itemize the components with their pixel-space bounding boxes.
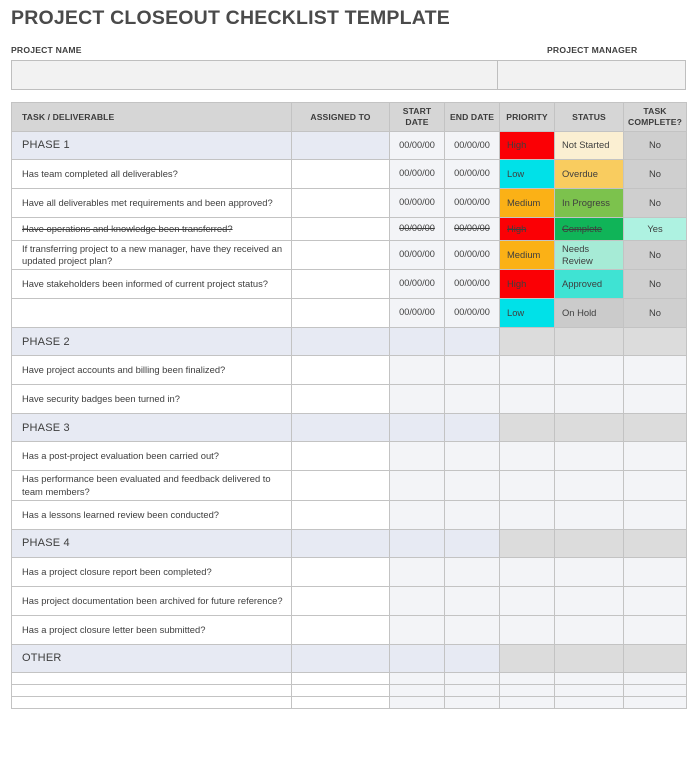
priority-cell[interactable]	[500, 414, 555, 442]
end-date-cell[interactable]: 00/00/00	[445, 241, 500, 270]
task-cell[interactable]: Has a post-project evaluation been carried out?	[12, 442, 292, 471]
complete-cell[interactable]: No	[624, 299, 687, 328]
status-cell[interactable]	[555, 644, 624, 672]
complete-cell[interactable]	[624, 328, 687, 356]
task-cell[interactable]: Has a lessons learned review been conducted?	[12, 500, 292, 529]
status-cell[interactable]	[555, 385, 624, 414]
priority-cell[interactable]: Medium	[500, 241, 555, 270]
end-date-cell[interactable]	[445, 672, 500, 684]
start-date-cell[interactable]	[390, 684, 445, 696]
assigned-to-cell[interactable]	[292, 328, 390, 356]
status-cell[interactable]: On Hold	[555, 299, 624, 328]
column-header-1: TASK / DELIVERABLE	[12, 103, 292, 132]
start-date-cell[interactable]: 00/00/00	[390, 270, 445, 299]
priority-cell[interactable]	[500, 672, 555, 684]
start-date-cell[interactable]	[390, 471, 445, 500]
table-header	[12, 103, 687, 132]
end-date-cell[interactable]: 00/00/00	[445, 270, 500, 299]
end-date-cell[interactable]: 00/00/00	[445, 132, 500, 160]
status-cell[interactable]	[555, 615, 624, 644]
column-header-3: START DATE	[390, 103, 445, 132]
end-date-cell[interactable]: 00/00/00	[445, 218, 500, 241]
end-date-cell[interactable]	[445, 557, 500, 586]
start-date-cell[interactable]	[390, 557, 445, 586]
priority-cell[interactable]	[500, 586, 555, 615]
start-date-cell[interactable]	[390, 615, 445, 644]
task-cell[interactable]: Have operations and knowledge been transferred?	[12, 218, 292, 241]
end-date-cell[interactable]	[445, 586, 500, 615]
end-date-cell[interactable]: 00/00/00	[445, 189, 500, 218]
end-date-cell[interactable]	[445, 500, 500, 529]
complete-cell[interactable]	[624, 442, 687, 471]
assigned-to-cell[interactable]	[292, 615, 390, 644]
end-date-cell[interactable]: 00/00/00	[445, 299, 500, 328]
table-row	[12, 385, 687, 414]
table-row	[12, 270, 687, 299]
task-cell[interactable]: Has team completed all deliverables?	[12, 160, 292, 189]
end-date-cell[interactable]	[445, 414, 500, 442]
table-row	[12, 442, 687, 471]
status-cell[interactable]	[555, 500, 624, 529]
end-date-cell[interactable]	[445, 471, 500, 500]
start-date-cell[interactable]	[390, 672, 445, 684]
complete-cell[interactable]	[624, 471, 687, 500]
page-title: PROJECT CLOSEOUT CHECKLIST TEMPLATE	[11, 7, 450, 29]
assigned-to-cell[interactable]	[292, 529, 390, 557]
assigned-to-cell[interactable]	[292, 189, 390, 218]
table-row	[12, 557, 687, 586]
assigned-to-cell[interactable]	[292, 414, 390, 442]
priority-cell[interactable]: High	[500, 132, 555, 160]
status-cell[interactable]	[555, 328, 624, 356]
priority-cell[interactable]	[500, 328, 555, 356]
assigned-to-cell[interactable]	[292, 356, 390, 385]
priority-cell[interactable]	[500, 385, 555, 414]
table-row	[12, 299, 687, 328]
task-cell[interactable]: OTHER	[12, 644, 292, 672]
table-row	[12, 132, 687, 160]
priority-cell[interactable]	[500, 529, 555, 557]
start-date-cell[interactable]: 00/00/00	[390, 241, 445, 270]
end-date-cell[interactable]	[445, 442, 500, 471]
priority-cell[interactable]	[500, 615, 555, 644]
column-header-2: ASSIGNED TO	[292, 103, 390, 132]
column-header-4: END DATE	[445, 103, 500, 132]
task-cell[interactable]: Have stakeholders been informed of current project status?	[12, 270, 292, 299]
task-cell[interactable]: PHASE 2	[12, 328, 292, 356]
column-header-5: PRIORITY	[500, 103, 555, 132]
project-name-label: PROJECT NAME	[11, 45, 82, 55]
task-cell[interactable]	[12, 672, 292, 684]
assigned-to-cell[interactable]	[292, 696, 390, 708]
complete-cell[interactable]	[624, 529, 687, 557]
complete-cell[interactable]	[624, 557, 687, 586]
priority-cell[interactable]	[500, 500, 555, 529]
complete-cell[interactable]	[624, 586, 687, 615]
complete-cell[interactable]: No	[624, 241, 687, 270]
start-date-cell[interactable]	[390, 414, 445, 442]
status-cell[interactable]	[555, 529, 624, 557]
table-row	[12, 218, 687, 241]
table-row	[12, 696, 687, 708]
task-cell[interactable]: PHASE 4	[12, 529, 292, 557]
task-cell[interactable]	[12, 696, 292, 708]
status-cell[interactable]	[555, 414, 624, 442]
project-manager-field[interactable]	[498, 61, 685, 89]
start-date-cell[interactable]	[390, 529, 445, 557]
table-row	[12, 241, 687, 270]
priority-cell[interactable]: Medium	[500, 189, 555, 218]
assigned-to-cell[interactable]	[292, 471, 390, 500]
status-cell[interactable]	[555, 557, 624, 586]
assigned-to-cell[interactable]	[292, 557, 390, 586]
complete-cell[interactable]	[624, 644, 687, 672]
complete-cell[interactable]	[624, 696, 687, 708]
start-date-cell[interactable]	[390, 356, 445, 385]
status-cell[interactable]: Needs Review	[555, 241, 624, 270]
priority-cell[interactable]: Low	[500, 299, 555, 328]
start-date-cell[interactable]	[390, 586, 445, 615]
complete-cell[interactable]: Yes	[624, 218, 687, 241]
task-cell[interactable]	[12, 684, 292, 696]
column-header-6: STATUS	[555, 103, 624, 132]
task-cell[interactable]: PHASE 3	[12, 414, 292, 442]
table-row	[12, 500, 687, 529]
assigned-to-cell[interactable]	[292, 644, 390, 672]
start-date-cell[interactable]	[390, 328, 445, 356]
assigned-to-cell[interactable]	[292, 132, 390, 160]
end-date-cell[interactable]	[445, 696, 500, 708]
complete-cell[interactable]	[624, 672, 687, 684]
table-row	[12, 672, 687, 684]
task-cell[interactable]	[12, 299, 292, 328]
assigned-to-cell[interactable]	[292, 270, 390, 299]
assigned-to-cell[interactable]	[292, 241, 390, 270]
project-info-fields	[11, 60, 686, 90]
complete-cell[interactable]: No	[624, 189, 687, 218]
end-date-cell[interactable]	[445, 328, 500, 356]
start-date-cell[interactable]	[390, 442, 445, 471]
status-cell[interactable]	[555, 442, 624, 471]
status-cell[interactable]	[555, 471, 624, 500]
table-row	[12, 160, 687, 189]
project-manager-label: PROJECT MANAGER	[547, 45, 638, 55]
end-date-cell[interactable]	[445, 356, 500, 385]
end-date-cell[interactable]	[445, 529, 500, 557]
table-row	[12, 529, 687, 557]
end-date-cell[interactable]: 00/00/00	[445, 160, 500, 189]
complete-cell[interactable]: No	[624, 132, 687, 160]
assigned-to-cell[interactable]	[292, 218, 390, 241]
end-date-cell[interactable]	[445, 385, 500, 414]
status-cell[interactable]: In Progress	[555, 189, 624, 218]
start-date-cell[interactable]: 00/00/00	[390, 132, 445, 160]
assigned-to-cell[interactable]	[292, 500, 390, 529]
priority-cell[interactable]	[500, 684, 555, 696]
project-name-field[interactable]	[12, 61, 498, 89]
priority-cell[interactable]	[500, 557, 555, 586]
start-date-cell[interactable]	[390, 500, 445, 529]
start-date-cell[interactable]: 00/00/00	[390, 160, 445, 189]
priority-cell[interactable]	[500, 471, 555, 500]
checklist-table-body	[12, 132, 687, 709]
table-row	[12, 356, 687, 385]
start-date-cell[interactable]	[390, 385, 445, 414]
task-cell[interactable]: Has a project closure letter been submitted?	[12, 615, 292, 644]
complete-cell[interactable]	[624, 385, 687, 414]
status-cell[interactable]: Overdue	[555, 160, 624, 189]
task-cell[interactable]: Has performance been evaluated and feedback delivered to team members?	[12, 471, 292, 500]
task-cell[interactable]: Have security badges been turned in?	[12, 385, 292, 414]
status-cell[interactable]: Complete	[555, 218, 624, 241]
status-cell[interactable]: Approved	[555, 270, 624, 299]
header-row	[12, 103, 687, 132]
end-date-cell[interactable]	[445, 615, 500, 644]
closeout-checklist-table	[11, 102, 687, 709]
start-date-cell[interactable]: 00/00/00	[390, 218, 445, 241]
complete-cell[interactable]	[624, 414, 687, 442]
task-cell[interactable]: Have project accounts and billing been finalized?	[12, 356, 292, 385]
priority-cell[interactable]: Low	[500, 160, 555, 189]
start-date-cell[interactable]: 00/00/00	[390, 189, 445, 218]
priority-cell[interactable]	[500, 644, 555, 672]
start-date-cell[interactable]	[390, 696, 445, 708]
complete-cell[interactable]	[624, 356, 687, 385]
priority-cell[interactable]: High	[500, 218, 555, 241]
end-date-cell[interactable]	[445, 644, 500, 672]
end-date-cell[interactable]	[445, 684, 500, 696]
task-cell[interactable]: Have all deliverables met requirements and been approved?	[12, 189, 292, 218]
assigned-to-cell[interactable]	[292, 385, 390, 414]
assigned-to-cell[interactable]	[292, 299, 390, 328]
complete-cell[interactable]: No	[624, 270, 687, 299]
start-date-cell[interactable]	[390, 644, 445, 672]
table-row	[12, 684, 687, 696]
priority-cell[interactable]	[500, 696, 555, 708]
table-row	[12, 644, 687, 672]
assigned-to-cell[interactable]	[292, 586, 390, 615]
task-cell[interactable]: Has a project closure report been completed?	[12, 557, 292, 586]
table-row	[12, 189, 687, 218]
column-header-7: TASK COMPLETE?	[624, 103, 687, 132]
assigned-to-cell[interactable]	[292, 442, 390, 471]
complete-cell[interactable]	[624, 684, 687, 696]
field-labels	[11, 45, 686, 57]
complete-cell[interactable]	[624, 615, 687, 644]
complete-cell[interactable]	[624, 500, 687, 529]
status-cell[interactable]	[555, 684, 624, 696]
start-date-cell[interactable]: 00/00/00	[390, 299, 445, 328]
assigned-to-cell[interactable]	[292, 672, 390, 684]
task-cell[interactable]: PHASE 1	[12, 132, 292, 160]
status-cell[interactable]: Not Started	[555, 132, 624, 160]
priority-cell[interactable]	[500, 442, 555, 471]
table-row	[12, 615, 687, 644]
table-row	[12, 414, 687, 442]
status-cell[interactable]	[555, 696, 624, 708]
status-cell[interactable]	[555, 356, 624, 385]
task-cell[interactable]: Has project documentation been archived for future reference?	[12, 586, 292, 615]
status-cell[interactable]	[555, 586, 624, 615]
table-row	[12, 586, 687, 615]
assigned-to-cell[interactable]	[292, 684, 390, 696]
complete-cell[interactable]: No	[624, 160, 687, 189]
priority-cell[interactable]: High	[500, 270, 555, 299]
priority-cell[interactable]	[500, 356, 555, 385]
status-cell[interactable]	[555, 672, 624, 684]
table-row	[12, 328, 687, 356]
assigned-to-cell[interactable]	[292, 160, 390, 189]
table-row	[12, 471, 687, 500]
task-cell[interactable]: If transferring project to a new manager, have they received an updated project plan?	[12, 241, 292, 270]
